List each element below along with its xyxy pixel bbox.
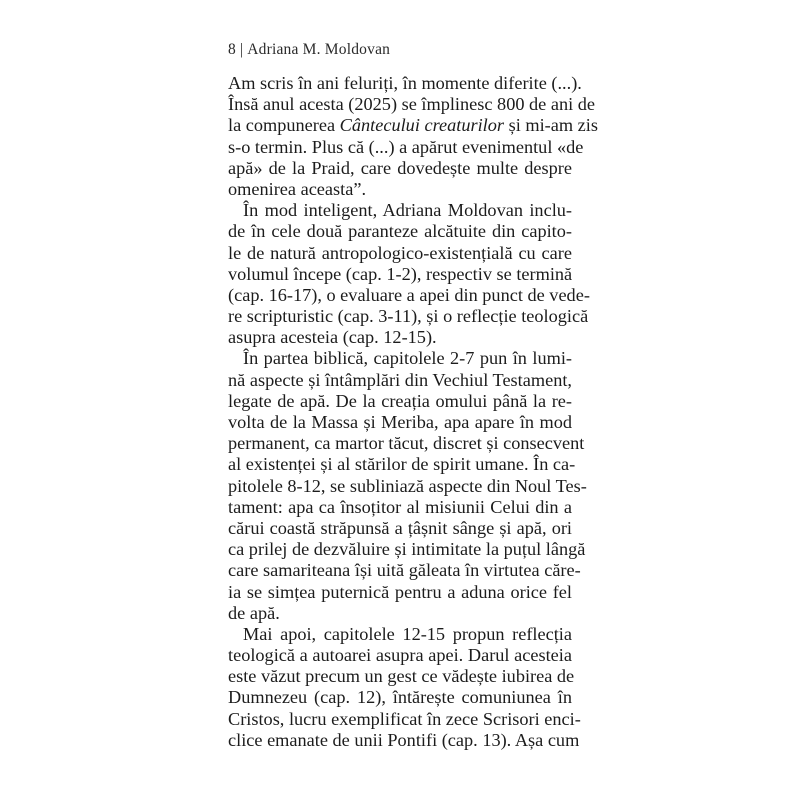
text-line: este văzut precum un gest ce vădește iubirea de — [228, 666, 575, 687]
text-line: (cap. 16-17), o evaluare a apei din punct de vede- — [228, 284, 590, 305]
text-line: volta de la Massa și Meriba, apa apare în mod — [228, 412, 572, 432]
paragraph-2 — [228, 200, 590, 348]
text-line: le de natură antropologico-existențială cu care — [228, 242, 572, 263]
text-line: omenirea aceasta”. — [228, 178, 367, 199]
text-line: s-o termin. Plus că (...) a apărut evenimentul «de — [228, 136, 584, 157]
text-line: de apă. — [228, 602, 280, 623]
paragraph-4 — [228, 623, 581, 751]
text-line: teologică a autoarei asupra apei. Darul acesteia — [228, 645, 572, 666]
text-line: ca prilej de dezvăluire și intimitate la puțul lângă — [228, 539, 586, 560]
text-line: Mai apoi, capitolele 12-15 propun reflecția — [243, 623, 572, 644]
text-line: cărui coastă străpunsă a țâșnit sânge și apă, ori — [228, 517, 572, 538]
text-line: În partea biblică, capitolele 2-7 pun în lumi- — [243, 348, 572, 369]
running-head-separator: | — [239, 41, 244, 58]
text-line: Am scris în ani feluriți, în momente diferite (...). — [228, 73, 582, 93]
text-line: apă» de la Praid, care dovedește multe despre — [228, 157, 572, 178]
text-line: Dumnezeu (cap. 12), întărește comuniunea în — [228, 687, 572, 708]
text-line: asupra acesteia (cap. 12-15). — [228, 327, 437, 348]
paragraph-3 — [228, 348, 587, 623]
text-segment: la compunerea — [228, 115, 340, 136]
text-line: Însă anul acesta (2025) se împlinesc 800 de ani de — [228, 94, 596, 115]
paragraph-1 — [228, 73, 598, 200]
text-line: al existenței și al stărilor de spirit umane. În ca- — [228, 454, 576, 475]
text-line: re scripturistic (cap. 3-11), și o reflecție teologică — [228, 306, 589, 327]
text-segment: și mi-am zis — [504, 115, 598, 136]
text-line: ia se simțea puternică pentru a aduna orice fel — [228, 581, 572, 602]
text-line: permanent, ca martor tăcut, discret și consecvent — [228, 433, 585, 454]
running-head — [228, 41, 390, 59]
italic-title: Cântecului creaturilor — [339, 115, 505, 136]
text-line: legate de apă. De la creația omului până la re- — [228, 390, 572, 411]
text-line: volumul începe (cap. 1-2), respectiv se termină — [228, 263, 573, 284]
text-line — [228, 115, 598, 136]
body-text — [228, 73, 598, 751]
text-line: pitolele 8-12, se subliniază aspecte din Noul Tes- — [228, 475, 587, 496]
text-line: În mod inteligent, Adriana Moldovan inclu- — [243, 200, 572, 221]
text-line: nă aspecte și întâmplări din Vechiul Testament, — [228, 369, 572, 390]
text-line: tament: apa ca însoțitor al misiunii Celui din a — [228, 496, 572, 517]
text-line: clice emanate de unii Pontifi (cap. 13). Așa cum — [228, 729, 580, 750]
text-line: de în cele două paranteze alcătuite din capito- — [228, 221, 572, 242]
text-line: care samariteana își uită găleata în virtutea căre- — [228, 560, 581, 581]
text-line: Cristos, lucru exemplificat în zece Scrisori enci- — [228, 708, 581, 729]
author-name: Adriana M. Moldovan — [247, 41, 391, 58]
page-number: 8 — [228, 41, 236, 58]
